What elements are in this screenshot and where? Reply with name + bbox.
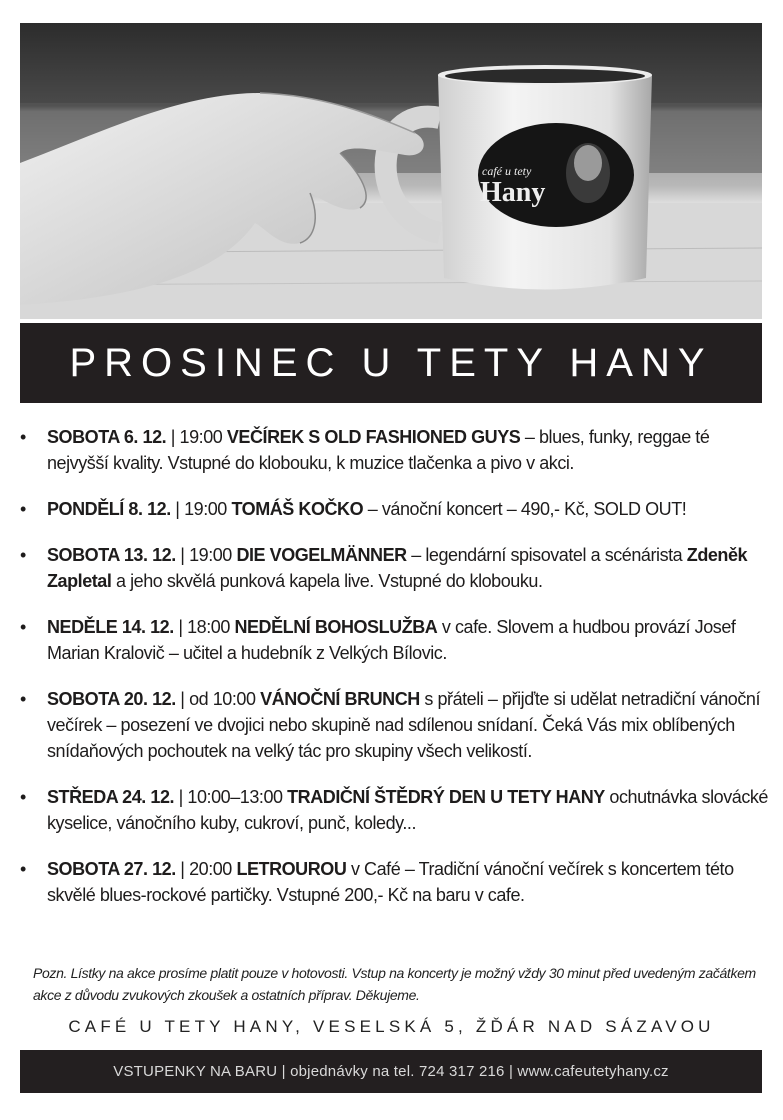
event-description: v cafe. Slovem a hudbou provází Josef Marian Kralovič – učitel a hudebník z Velkých Bílovic. xyxy=(47,617,736,663)
bullet: • xyxy=(20,499,26,519)
event-date: NEDĚLE 14. 12. xyxy=(47,617,174,637)
event-description-cont: a jeho skvělá punková kapela live. Vstupné do klobouku. xyxy=(111,571,543,591)
event-name: DIE VOGELMÄNNER xyxy=(236,545,407,565)
event-description: ochutnávka slovácké kyselice, vánočního kuby, cukroví, punč, koledy... xyxy=(47,787,768,833)
bullet: • xyxy=(20,859,26,879)
page-title: PROSINEC U TETY HANY xyxy=(69,340,713,385)
coffee-mug-photo xyxy=(20,23,762,319)
event-time: | 20:00 xyxy=(175,859,237,879)
event-name: TOMÁŠ KOČKO xyxy=(231,499,364,519)
event-date: SOBOTA 20. 12. xyxy=(47,689,176,709)
event-name: LETROUROU xyxy=(236,859,347,879)
venue-address: CAFÉ U TETY HANY, VESELSKÁ 5, ŽĎÁR NAD SÁZAVOU xyxy=(68,1017,715,1036)
event-time: | 19:00 xyxy=(175,545,237,565)
event-performer: Zdeněk Zapletal xyxy=(47,545,748,591)
event-item xyxy=(0,784,783,836)
event-description: – blues, funky, reggae té nejvyšší kvality. Vstupné do klobouku, k muzice tlačenka a pivo v akci. xyxy=(47,427,710,473)
event-time: | od 10:00 xyxy=(175,689,261,709)
event-item xyxy=(0,496,783,522)
footer-contact: VSTUPENKY NA BARU | objednávky na tel. 724 317 216 | www.cafeutetyhany.cz xyxy=(113,1063,669,1080)
svg-text:café u tety: café u tety xyxy=(482,164,532,178)
header-photo xyxy=(20,23,762,319)
event-description: v Café – Tradiční vánoční večírek s koncertem této skvělé blues-rockové partičky. Vstupné 200,- Kč na baru v cafe. xyxy=(47,859,734,905)
bullet: • xyxy=(20,617,26,637)
event-time: | 19:00 xyxy=(166,427,227,447)
event-name: VÁNOČNÍ BRUNCH xyxy=(260,689,420,709)
footer-bar xyxy=(20,1050,762,1093)
event-item xyxy=(0,614,783,666)
event-item xyxy=(0,424,783,476)
event-item xyxy=(0,856,783,908)
payment-note: Pozn. Lístky na akce prosíme platit pouze v hotovosti. Vstup na koncerty je možný vždy 30 minut před uvedeným začátkem akce z důvodu zvukových zkoušek a ostatních příprav. Děkujeme. xyxy=(33,965,756,1003)
bullet: • xyxy=(20,545,26,565)
event-list xyxy=(0,424,783,928)
event-description: s přáteli – přijďte si udělat netradiční vánoční večírek – posezení ve dvojici nebo skupině nad sdílenou snídaní. Čeká Vás mix oblíbených snídaňových pochoutek na velký tác pro skupiny všech velikostí. xyxy=(47,689,761,761)
event-date: SOBOTA 27. 12. xyxy=(47,859,176,879)
event-date: SOBOTA 6. 12. xyxy=(47,427,167,447)
bullet: • xyxy=(20,427,26,447)
event-description: – vánoční koncert – 490,- Kč, SOLD OUT! xyxy=(363,499,687,519)
event-item xyxy=(0,686,783,764)
event-time: | 18:00 xyxy=(173,617,235,637)
event-name: VEČÍREK S OLD FASHIONED GUYS xyxy=(226,427,521,447)
event-time: | 19:00 xyxy=(170,499,232,519)
event-date: STŘEDA 24. 12. xyxy=(47,787,175,807)
title-banner xyxy=(20,323,762,403)
svg-text:Hany: Hany xyxy=(480,177,546,208)
event-item xyxy=(0,542,783,594)
event-name: NEDĚLNÍ BOHOSLUŽBA xyxy=(234,617,438,637)
event-date: SOBOTA 13. 12. xyxy=(47,545,176,565)
event-time: | 10:00–13:00 xyxy=(174,787,288,807)
event-description: – legendární spisovatel a scénárista xyxy=(406,545,687,565)
event-name: TRADIČNÍ ŠTĚDRÝ DEN U TETY HANY xyxy=(287,787,605,807)
bullet: • xyxy=(20,689,26,709)
event-date: PONDĚLÍ 8. 12. xyxy=(47,499,171,519)
bullet: • xyxy=(20,787,26,807)
